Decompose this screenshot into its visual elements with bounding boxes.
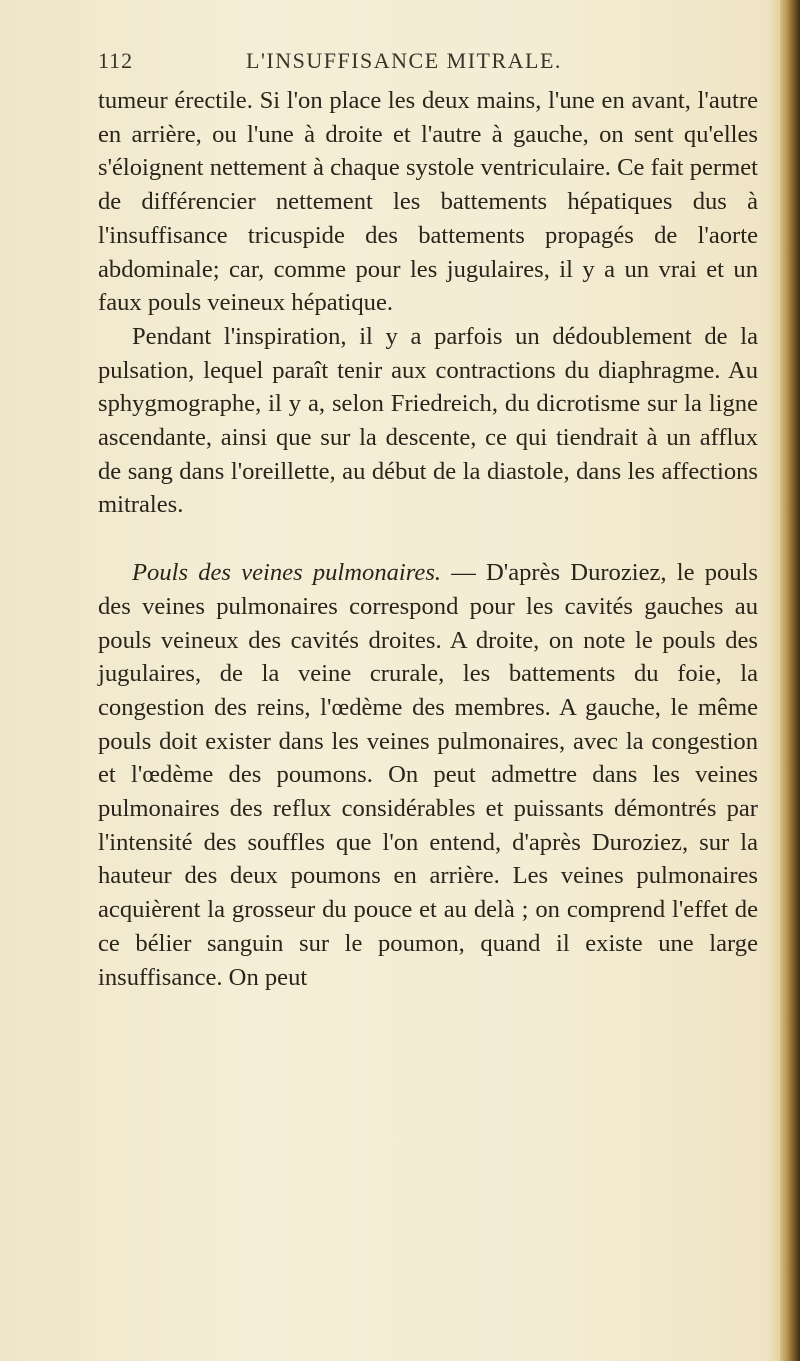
body-text [98, 84, 758, 994]
paragraph-inspiration: Pendant l'inspiration, il y a parfois un dédoublement de la pulsation, lequel paraît tenir aux contractions du diaphragme. Au sphygmographe, il y a, selon Friedreich, du dicrotisme sur la ligne ascendante, ainsi que sur la descente, ce qui tiendrait à un afflux de sang dans l'oreillette, au début de la diastole, dans les affections mitrales. [98, 322, 758, 519]
running-head [98, 48, 758, 78]
page-edge [780, 0, 800, 1361]
page-shadow [766, 0, 780, 1361]
section-title: Pouls des veines pulmonaires. [132, 559, 442, 587]
running-title: L'INSUFFISANCE MITRALE. [246, 48, 562, 73]
section-body: — D'après Duroziez, le pouls des veines pulmonaires correspond pour les cavités gauches au pouls veineux des cavités droites. A droite, on note le pouls des jugulaires, de la veine crurale, les battements du foie, la congestion des reins, l'œdème des membres. A gauche, le même pouls doit exister dans les veines pulmonaires, avec la congestion et l'œdème des poumons. On peut admettre dans les veines pulmonaires des reflux considérables et puissants démontrés par l'intensité des souffles que l'on entend, d'après Duroziez, sur la hauteur des deux poumons en arrière. Les veines pulmonaires acquièrent la grosseur du pouce et au delà ; on comprend l'effet de ce bélier sanguin sur le poumon, quand il existe une large insuffisance. On peut [98, 559, 759, 991]
page-number: 112 [98, 48, 134, 73]
paragraph-continuation: tumeur érectile. Si l'on place les deux mains, l'une en avant, l'autre en arrière, ou l'une à droite et l'autre à gauche, on sent qu'elles s'éloignent nettement à chaque systole ventriculaire. Ce fait permet de différencier nettement les battements hépatiques dus à l'insuffisance tricuspide des battements propagés de l'aorte abdominale; car, comme pour les jugulaires, il y a un vrai et un faux pouls veineux hépatique. [98, 87, 758, 317]
section-spacer [98, 522, 758, 556]
paragraph-pulmonary-veins [98, 556, 758, 994]
